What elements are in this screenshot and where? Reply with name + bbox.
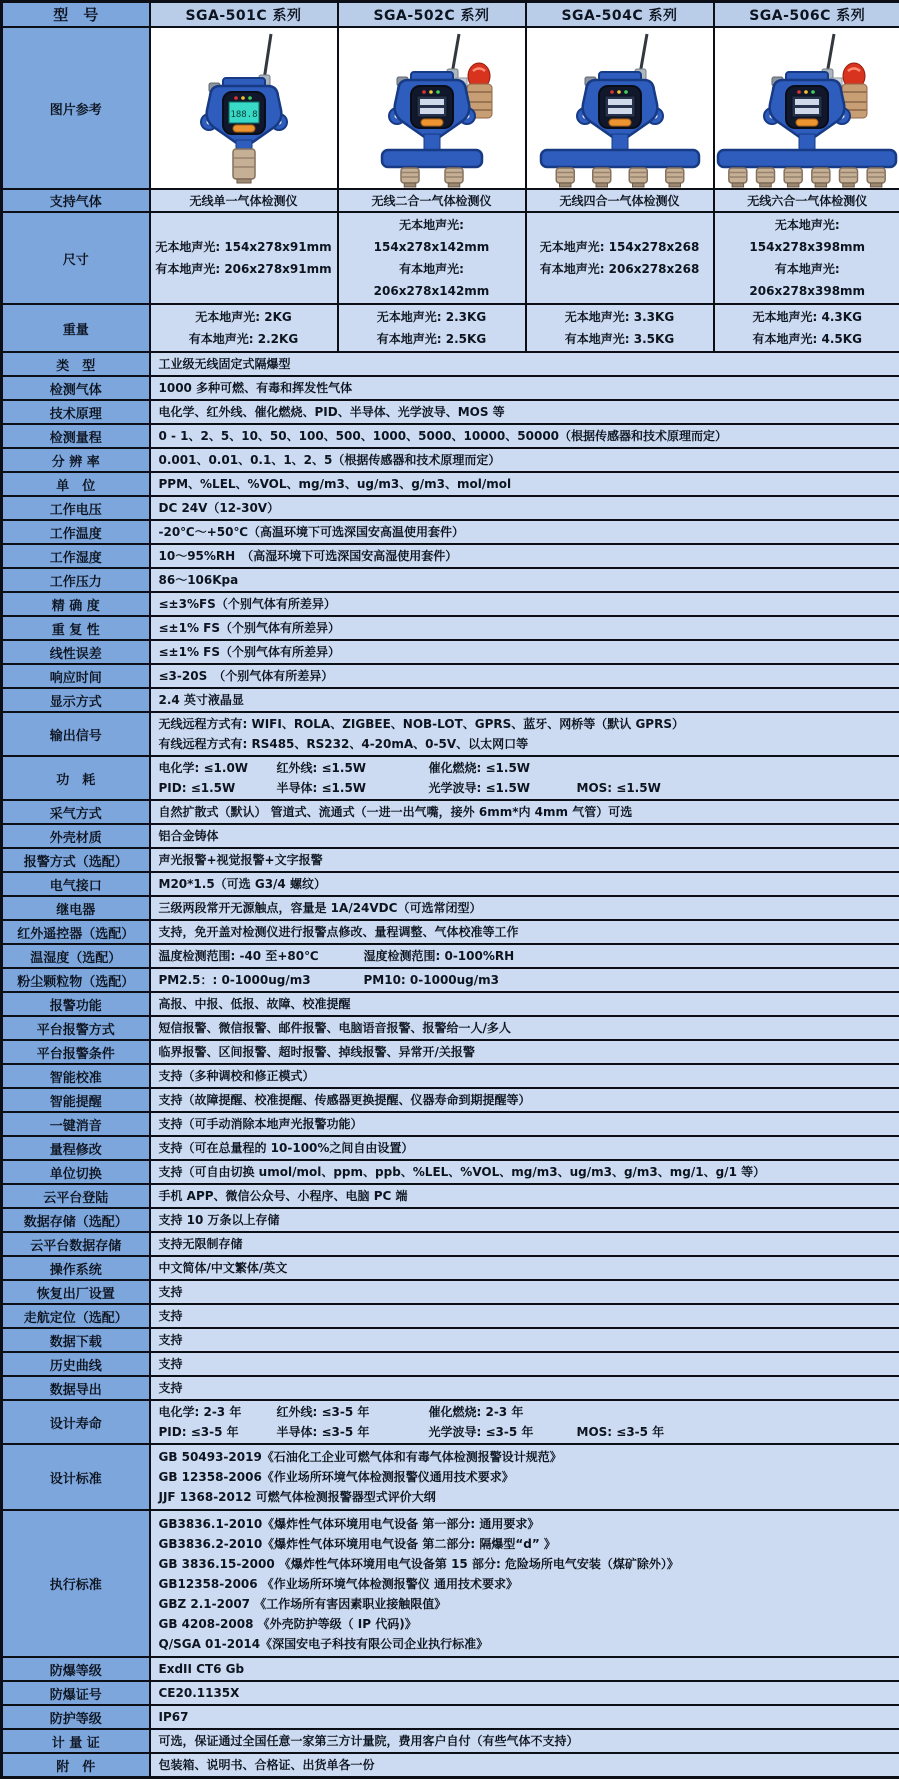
spec-text-segment: 支持无限制存储 [159,1234,277,1254]
spec-value [150,800,899,824]
spec-row [2,544,899,568]
model-header-sga-504c: SGA-504C 系列 [526,2,714,28]
weight-value: 无本地声光: 3.3KG 有本地声光: 3.5KG [526,304,714,352]
sensor-manifold [541,150,699,167]
spec-row [2,616,899,640]
spec-text-segment: 支持 10 万条以上存储 [159,1210,280,1230]
spec-label: 计 量 证 [2,1729,150,1753]
spec-row [2,1256,899,1280]
spec-label: 电气接口 [2,872,150,896]
spec-value [150,1064,899,1088]
device-image-sga-502c [338,27,526,189]
spec-text-segment: 有线远程方式有: RS485、RS232、4-20mA、0-5V、以太网口等 [159,734,529,754]
spec-text-segment: JJF 1368-2012 可燃气体检测报警器型式评价大纲 [159,1487,436,1507]
spec-label: 智能提醒 [2,1088,150,1112]
spec-value [150,756,899,800]
spec-label: 工作湿度 [2,544,150,568]
antenna-icon [264,34,271,80]
spec-row [2,448,899,472]
spec-value [150,1753,899,1778]
spec-row [2,1208,899,1232]
spec-label: 类 型 [2,352,150,376]
spec-text-segment: 湿度检测范围: 0-100%RH [364,946,516,966]
spec-label: 继电器 [2,896,150,920]
dimensions-value: 无本地声光: 154x278x142mm 有本地声光: 206x278x142mm [338,212,526,304]
spec-row [2,992,899,1016]
spec-row [2,520,899,544]
spec-label: 重 复 性 [2,616,150,640]
spec-label: 功 耗 [2,756,150,800]
image-row-label: 图片参考 [2,27,150,189]
spec-text-segment: ≤±1% FS（个别气体有所差异） [159,618,341,638]
spec-row [2,1352,899,1376]
spec-text-segment: 1000 多种可燃、有毒和挥发性气体 [159,378,353,398]
model-header-sga-501c: SGA-501C 系列 [150,2,338,28]
spec-row [2,1753,899,1778]
spec-text-segment: Q/SGA 01-2014《深国安电子科技有限公司企业执行标准》 [159,1634,489,1654]
weight-value: 无本地声光: 4.3KG 有本地声光: 4.5KG [714,304,899,352]
spec-text-segment: ≤±3%FS（个别气体有所差异） [159,594,336,614]
spec-value [150,376,899,400]
spec-value [150,1376,899,1400]
spec-row [2,1184,899,1208]
gas-sensor-probe [812,168,830,183]
spec-row [2,1136,899,1160]
spec-row [2,640,899,664]
spec-label: 执行标准 [2,1510,150,1657]
gas-sensor-probe [233,149,255,179]
spec-row [2,400,899,424]
spec-text-segment: GB12358-2006 《作业场所环境气体检测报警仪 通用技术要求》 [159,1574,518,1594]
spec-row [2,424,899,448]
spec-text-segment: GBZ 2.1-2007 《工作场所有害因素职业接触限值》 [159,1594,447,1614]
spec-label: 显示方式 [2,688,150,712]
spec-text-segment: 短信报警、微信报警、邮件报警、电脑语音报警、报警给一人/多人 [159,1018,511,1038]
spec-row [2,664,899,688]
spec-label: 设计寿命 [2,1400,150,1444]
spec-text-segment: 铝合金铸体 [159,826,277,846]
spec-value [150,616,899,640]
device-image-sga-504c [526,27,714,189]
model-header-sga-506c: SGA-506C 系列 [714,2,899,28]
spec-label: 附 件 [2,1753,150,1778]
spec-label: 防爆等级 [2,1657,150,1681]
spec-row [2,944,899,968]
spec-value [150,1304,899,1328]
spec-value [150,896,899,920]
spec-text-segment: 无线远程方式有: WIFI、ROLA、ZIGBEE、NOB-LOT、GPRS、蓝牙、网桥等（默认 GPRS） [159,714,684,734]
spec-value [150,848,899,872]
spec-label: 恢复出厂设置 [2,1280,150,1304]
spec-row [2,1088,899,1112]
gas-sensor-probe [556,168,574,183]
spec-value [150,1184,899,1208]
spec-label: 历史曲线 [2,1352,150,1376]
spec-value [150,688,899,712]
spec-text-segment: M20*1.5（可选 G3/4 螺纹） [159,874,326,894]
spec-text-segment: 催化燃烧: 2-3 年 [429,1402,577,1422]
spec-row [2,1510,899,1657]
spec-text-segment: 高报、中报、低报、故障、校准提醒 [159,994,351,1014]
spec-value [150,872,899,896]
spec-text-segment: 工业级无线固定式隔爆型 [159,354,291,374]
spec-text-segment: GB3836.1-2010《爆炸性气体环境用电气设备 第一部分: 通用要求》 [159,1514,540,1534]
model-header-sga-502c: SGA-502C 系列 [338,2,526,28]
spec-row [2,756,899,800]
spec-text-segment: 手机 APP、微信公众号、小程序、电脑 PC 端 [159,1186,408,1206]
spec-value [150,1681,899,1705]
spec-text-segment: 电化学: 2-3 年 [159,1402,277,1422]
supported-gas-value: 无线单一气体检测仪 [150,189,338,212]
gas-sensor-probe [629,168,647,183]
spec-label: 红外遥控器（选配） [2,920,150,944]
spec-value [150,1444,899,1510]
dimensions-value: 无本地声光: 154x278x91mm 有本地声光: 206x278x91mm [150,212,338,304]
spec-value [150,1657,899,1681]
spec-row [2,800,899,824]
spec-value [150,1510,899,1657]
gas-sensor-probe [665,168,683,183]
spec-text-segment: -20℃～+50℃（高温环境下可选深国安高温使用套件） [159,522,465,542]
spec-label: 平台报警方式 [2,1016,150,1040]
spec-row [2,872,899,896]
spec-value [150,1400,899,1444]
spec-row [2,968,899,992]
spec-text-segment: 支持（多种调校和修正模式） [159,1066,315,1086]
spec-row [2,1729,899,1753]
spec-text-segment: 支持 [159,1354,277,1374]
spec-text-segment: 支持（故障提醒、校准提醒、传感器更换提醒、仪器寿命到期提醒等） [159,1090,531,1110]
spec-label: 量程修改 [2,1136,150,1160]
spec-row [2,1304,899,1328]
spec-text-segment: 86～106Kpa [159,570,277,590]
dimensions-value: 无本地声光: 154x278x398mm 有本地声光: 206x278x398mm [714,212,899,304]
spec-value [150,920,899,944]
spec-value [150,568,899,592]
gas-sensor-probe [757,168,775,183]
spec-text-segment: 半导体: ≤3-5 年 [277,1422,429,1442]
spec-label: 温湿度（选配） [2,944,150,968]
spec-row [2,1064,899,1088]
svg-text:188.8: 188.8 [230,110,257,120]
spec-text-segment: 光学波导: ≤3-5 年 [429,1422,577,1442]
spec-value [150,1280,899,1304]
spec-row [2,496,899,520]
gas-sensor-probe [729,168,747,183]
spec-label: 报警方式（选配） [2,848,150,872]
spec-value [150,1352,899,1376]
spec-value [150,448,899,472]
spec-label: 操作系统 [2,1256,150,1280]
spec-value [150,1328,899,1352]
spec-row [2,712,899,756]
spec-text-segment: 电化学: ≤1.0W [159,758,277,778]
spec-text-segment: GB 4208-2008 《外壳防护等级（ IP 代码)》 [159,1614,417,1634]
spec-label: 输出信号 [2,712,150,756]
spec-label: 智能校准 [2,1064,150,1088]
dimensions-row [2,212,899,304]
spec-value [150,712,899,756]
spec-label: 报警功能 [2,992,150,1016]
spec-value [150,1016,899,1040]
model-header-row [2,2,899,28]
spec-text-segment: 可选，保证通过全国任意一家第三方计量院，费用客户自付（有些气体不支持） [159,1731,579,1751]
spec-label: 一键消音 [2,1112,150,1136]
spec-value [150,424,899,448]
gas-sensor-probe [784,168,802,183]
spec-label: 防爆证号 [2,1681,150,1705]
spec-row [2,848,899,872]
spec-label: 走航定位（选配） [2,1304,150,1328]
spec-text-segment: ExdII CT6 Gb [159,1659,277,1679]
supported-gas-label: 支持气体 [2,189,150,212]
supported-gas-value: 无线六合一气体检测仪 [714,189,899,212]
spec-value [150,1088,899,1112]
spec-row [2,472,899,496]
spec-value [150,1208,899,1232]
spec-text-segment: GB 3836.15-2000 《爆炸性气体环境用电气设备第 15 部分: 危险场所电气安装（煤矿除外）》 [159,1554,679,1574]
dimensions-value: 无本地声光: 154x278x268 有本地声光: 206x278x268 [526,212,714,304]
spec-text-segment: 光学波导: ≤1.5W [429,778,577,798]
spec-label: 数据下载 [2,1328,150,1352]
spec-label: 工作电压 [2,496,150,520]
spec-label: 设计标准 [2,1444,150,1510]
supported-gas-value: 无线二合一气体检测仪 [338,189,526,212]
antenna-icon [827,34,834,74]
spec-text-segment: DC 24V（12-30V） [159,498,280,518]
spec-label: 精 确 度 [2,592,150,616]
spec-text-segment: PID: ≤1.5W [159,778,277,798]
spec-label: 单 位 [2,472,150,496]
spec-text-segment: MOS: ≤3-5 年 [577,1422,665,1442]
spec-text-segment: 支持 [159,1330,277,1350]
spec-value [150,544,899,568]
spec-row [2,592,899,616]
spec-value [150,520,899,544]
spec-label: 检测量程 [2,424,150,448]
spec-text-segment: 临界报警、区间报警、超时报警、掉线报警、异常开/关报警 [159,1042,475,1062]
antenna-icon [640,34,647,74]
spec-label: 响应时间 [2,664,150,688]
image-row [2,27,899,189]
supported-gas-value: 无线四合一气体检测仪 [526,189,714,212]
spec-value [150,1040,899,1064]
spec-row [2,1444,899,1510]
dimensions-label: 尺寸 [2,212,150,304]
antenna-icon [452,34,459,74]
spec-value [150,592,899,616]
spec-text-segment: GB3836.2-2010《爆炸性气体环境用电气设备 第二部分: 隔爆型“d” 》 [159,1534,556,1554]
weight-row [2,304,899,352]
spec-row [2,824,899,848]
spec-row [2,1016,899,1040]
spec-row [2,1705,899,1729]
spec-row [2,1232,899,1256]
spec-text-segment: 0.001、0.01、0.1、1、2、5（根据传感器和技术原理而定） [159,450,501,470]
spec-text-segment: 红外线: ≤1.5W [277,758,429,778]
spec-text-segment: MOS: ≤1.5W [577,778,661,798]
spec-label: 工作温度 [2,520,150,544]
spec-value [150,1232,899,1256]
spec-row [2,1400,899,1444]
spec-label: 单位切换 [2,1160,150,1184]
spec-row [2,1328,899,1352]
spec-row [2,1280,899,1304]
sensor-manifold [382,150,482,167]
spec-row [2,1376,899,1400]
weight-label: 重量 [2,304,150,352]
spec-label: 数据导出 [2,1376,150,1400]
spec-text-segment: ≤3-20S （个别气体有所差异） [159,666,334,686]
spec-text-segment: PPM、%LEL、%VOL、mg/m3、ug/m3、g/m3、mol/mol [159,474,512,494]
spec-text-segment: 三级两段常开无源触点，容量是 1A/24VDC（可选常闭型） [159,898,482,918]
spec-label: 分 辨 率 [2,448,150,472]
spec-label: 云平台数据存储 [2,1232,150,1256]
spec-label: 云平台登陆 [2,1184,150,1208]
gas-sensor-probe [867,168,885,183]
gas-sensor-probe [445,168,463,183]
spec-row [2,352,899,376]
spec-value [150,640,899,664]
sensor-manifold [718,150,896,167]
spec-text-segment: PID: ≤3-5 年 [159,1422,277,1442]
spec-value [150,968,899,992]
spec-row [2,1112,899,1136]
spec-value [150,496,899,520]
spec-text-segment: IP67 [159,1707,277,1727]
spec-text-segment: 支持（可手动消除本地声光报警功能） [159,1114,363,1134]
spec-label: 防护等级 [2,1705,150,1729]
spec-value [150,824,899,848]
device-image-sga-501c [150,27,338,189]
device-image-sga-506c [714,27,899,189]
spec-text-segment: 红外线: ≤3-5 年 [277,1402,429,1422]
spec-value [150,400,899,424]
spec-text-segment: 催化燃烧: ≤1.5W [429,758,577,778]
spec-text-segment: CE20.1135X [159,1683,277,1703]
spec-label: 技术原理 [2,400,150,424]
supported-gas-row [2,189,899,212]
spec-text-segment: 支持 [159,1378,277,1398]
spec-label: 平台报警条件 [2,1040,150,1064]
spec-value [150,472,899,496]
spec-text-segment: GB 50493-2019《石油化工企业可燃气体和有毒气体检测报警设计规范》 [159,1447,562,1467]
spec-label: 粉尘颗粒物（选配） [2,968,150,992]
spec-row [2,376,899,400]
spec-value [150,1705,899,1729]
spec-label: 线性误差 [2,640,150,664]
spec-text-segment: 支持（可在总量程的 10-100%之间自由设置） [159,1138,414,1158]
spec-value [150,1256,899,1280]
spec-value [150,352,899,376]
spec-label: 外壳材质 [2,824,150,848]
spec-row [2,1040,899,1064]
spec-row [2,1160,899,1184]
spec-value [150,944,899,968]
weight-value: 无本地声光: 2.3KG 有本地声光: 2.5KG [338,304,526,352]
spec-text-segment: 电化学、红外线、催化燃烧、PID、半导体、光学波导、MOS 等 [159,402,505,422]
gas-sensor-probe [401,168,419,183]
spec-row [2,896,899,920]
spec-text-segment: PM10: 0-1000ug/m3 [364,970,516,990]
spec-text-segment: 温度检测范围: -40 至+80℃ [159,946,364,966]
spec-text-segment: 声光报警+视觉报警+文字报警 [159,850,323,870]
spec-value [150,664,899,688]
spec-value [150,1729,899,1753]
spec-text-segment: 半导体: ≤1.5W [277,778,429,798]
spec-row [2,688,899,712]
spec-label: 采气方式 [2,800,150,824]
spec-value [150,1160,899,1184]
spec-text-segment: 支持，免开盖对检测仪进行报警点修改、量程调整、气体校准等工作 [159,922,519,942]
spec-value [150,992,899,1016]
spec-row [2,1681,899,1705]
spec-text-segment: PM2.5：: 0-1000ug/m3 [159,970,364,990]
spec-value [150,1112,899,1136]
spec-row [2,1657,899,1681]
spec-row [2,568,899,592]
spec-text-segment: 10～95%RH （高湿环境下可选深国安高湿使用套件） [159,546,458,566]
spec-text-segment: 0 - 1、2、5、10、50、100、500、1000、5000、10000、50000（根据传感器和技术原理而定） [159,426,728,446]
spec-text-segment: 支持 [159,1282,277,1302]
spec-row [2,920,899,944]
spec-text-segment: GB 12358-2006《作业场所环境气体检测报警仪通用技术要求》 [159,1467,514,1487]
spec-text-segment: 支持 [159,1306,277,1326]
model-row-label: 型 号 [2,2,150,28]
weight-value: 无本地声光: 2KG 有本地声光: 2.2KG [150,304,338,352]
spec-text-segment: 2.4 英寸液晶显 [159,690,277,710]
spec-text-segment: 支持（可自由切换 umol/mol、ppm、ppb、%LEL、%VOL、mg/m3、ug/m3、g/m3、mg/1、g/1 等） [159,1162,766,1182]
spec-text-segment: 自然扩散式（默认） 管道式、流通式（一进一出气嘴，接外 6mm*内 4mm 气管）可选 [159,802,633,822]
gas-sensor-probe [840,168,858,183]
gas-sensor-probe [592,168,610,183]
spec-text-segment: 中文简体/中文繁体/英文 [159,1258,288,1278]
spec-label: 数据存储（选配） [2,1208,150,1232]
spec-text-segment: ≤±1% FS（个别气体有所差异） [159,642,341,662]
spec-label: 检测气体 [2,376,150,400]
spec-text-segment: 包装箱、说明书、合格证、出货单各一份 [159,1755,375,1775]
spec-value [150,1136,899,1160]
spec-label: 工作压力 [2,568,150,592]
